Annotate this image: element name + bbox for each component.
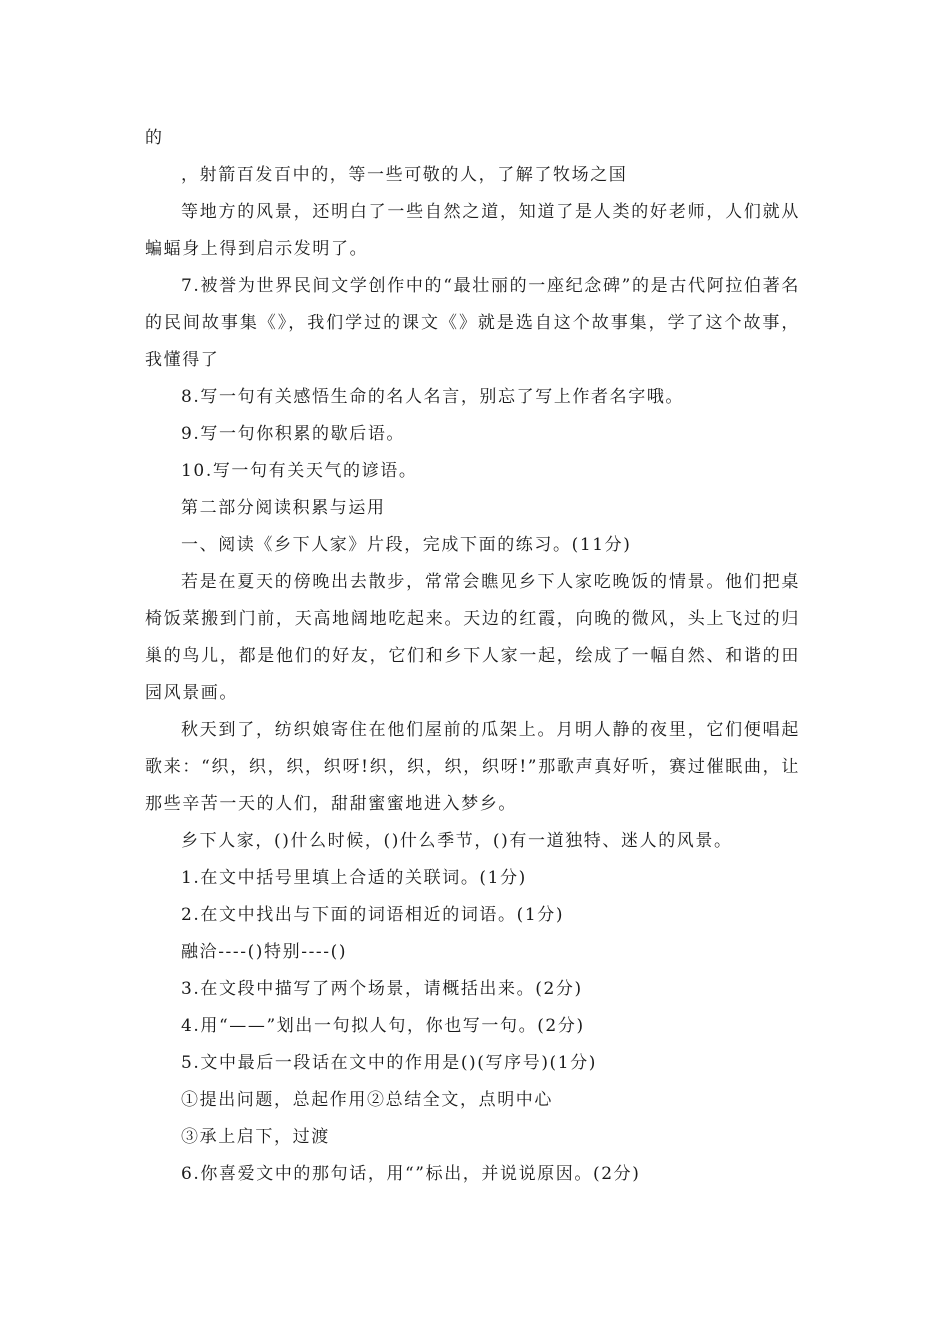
- paragraph-21: 6.你喜爱文中的那句话，用“”标出，并说说原因。(2分): [181, 1164, 641, 1184]
- paragraph-9: 一、阅读《乡下人家》片段，完成下面的练习。(11分): [181, 535, 632, 555]
- paragraph-2: ，射箭百发百中的，等一些可敬的人，了解了牧场之国: [181, 165, 628, 185]
- paragraph-5: 8.写一句有关感悟生命的名人名言，别忘了写上作者名字哦。: [181, 387, 685, 407]
- paragraph-17: 4.用“——”划出一句拟人句，你也写一句。(2分): [181, 1016, 585, 1036]
- paragraph-20: ③承上启下，过渡: [181, 1127, 330, 1147]
- paragraph-6: 9.写一句你积累的歇后语。: [181, 424, 406, 444]
- paragraph-19: ①提出问题，总起作用②总结全文，点明中心: [181, 1090, 553, 1110]
- paragraph-11: 秋天到了，纺织娘寄住在他们屋前的瓜架上。月明人静的夜里，它们便唱起歌来：“织，织，织，织呀!织，织，织，织呀!”那歌声真好听，赛过催眠曲，让那些辛苦一天的人们，甜甜蜜蜜地进入梦乡。: [145, 720, 800, 814]
- paragraph-14: 2.在文中找出与下面的词语相近的词语。(1分): [181, 905, 565, 925]
- paragraph-1: 的: [145, 128, 164, 148]
- paragraph-15: 融洽----()特别----(): [181, 942, 348, 962]
- paragraph-4: 7.被誉为世界民间文学创作中的“最壮丽的一座纪念碑”的是古代阿拉伯著名的民间故事集《》，我们学过的课文《》就是选自这个故事集，学了这个故事，我懂得了: [145, 276, 800, 370]
- paragraph-3: 等地方的风景，还明白了一些自然之道，知道了是人类的好老师，人们就从蝙蝠身上得到启示发明了。: [145, 202, 800, 259]
- paragraph-18: 5.文中最后一段话在文中的作用是()(写序号)(1分): [181, 1053, 598, 1073]
- paragraph-7: 10.写一句有关天气的谚语。: [181, 461, 418, 481]
- paragraph-13: 1.在文中括号里填上合适的关联词。(1分): [181, 868, 527, 888]
- document-body: [145, 120, 800, 1193]
- paragraph-10: 若是在夏天的傍晚出去散步，常常会瞧见乡下人家吃晚饭的情景。他们把桌椅饭菜搬到门前，天高地阔地吃起来。天边的红霞，向晚的微风，头上飞过的归巢的鸟儿，都是他们的好友，它们和乡下人家一起，绘成了一幅自然、和谐的田园风景画。: [145, 572, 800, 703]
- paragraph-8: 第二部分阅读积累与运用: [181, 498, 386, 518]
- paragraph-12: 乡下人家，()什么时候，()什么季节，()有一道独特、迷人的风景。: [181, 831, 733, 851]
- paragraph-16: 3.在文段中描写了两个场景，请概括出来。(2分): [181, 979, 583, 999]
